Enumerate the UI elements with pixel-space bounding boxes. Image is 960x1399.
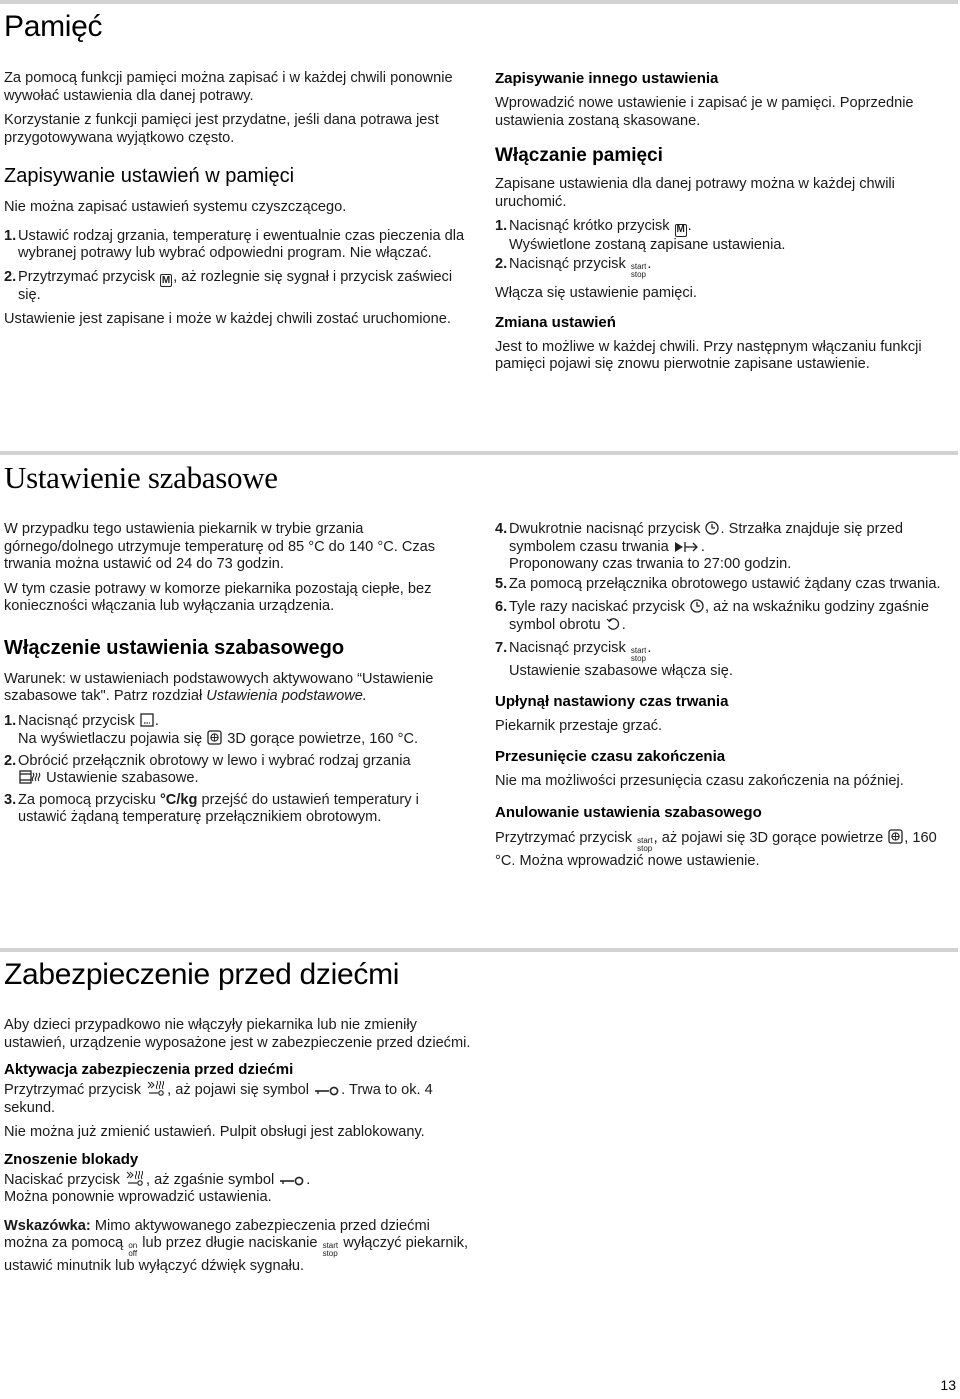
cancel-sabbath-text: Przytrzymać przycisk start stop , aż pojawi się 3D gorące powietrze , 160 °C. Można wprowadzić nowe ustawienie. (495, 829, 937, 869)
heading-remove-lock: Znoszenie blokady (4, 1150, 139, 1168)
heading-cancel-sabbath: Anulowanie ustawienia szabasowego (495, 803, 762, 821)
key-lock-icon (314, 1086, 340, 1096)
section-rule (0, 948, 958, 952)
sabbath-condition: Warunek: w ustawieniach podstawowych aktywowano “Ustawienie szabasowe tak". Patrz rozdział Ustawienia podstawowe. (4, 670, 434, 704)
heading-save-settings: Zapisywanie ustawień w pamięci (4, 165, 295, 187)
child-lock-column (4, 1017, 474, 1283)
memory-intro-1: Za pomocą funkcji pamięci można zapisać i w każdej chwili ponownie wywołać ustawienia dla danej potrawy. (4, 70, 453, 104)
rotation-icon (606, 617, 621, 631)
section-title-memory: Pamięć (4, 10, 103, 43)
enable-memory-text: Zapisane ustawienia dla danej potrawy można w każdej chwili uruchomić. (495, 176, 895, 210)
heading-enable-sabbath: Włączenie ustawienia szabasowego (4, 636, 345, 659)
heading-activate-lock: Aktywacja zabezpieczenia przed dziećmi (4, 1061, 294, 1078)
sabbath-step-2: 2. Obrócić przełącznik obrotowy w lewo i wybrać rodzaj grzania Ustawienie szabasowe. (4, 752, 411, 786)
sabbath-step-4: 4. Dwukrotnie nacisnąć przycisk . Strzałka znajduje się przed symbolem czasu trwania . Proponowany czas trwania to 27:00 godzin. (495, 521, 903, 572)
save-other-text: Wprowadzić nowe ustawienie i zapisać je w pamięci. Poprzednie ustawienia zostaną skasowane. (495, 95, 914, 129)
temp-weight-icon: °C/kg (159, 791, 198, 808)
section-title-child-lock: Zabezpieczenie przed dziećmi (4, 958, 400, 991)
save-step-1: 1. Ustawić rodzaj grzania, temperaturę i ewentualnie czas pieczenia dla wybranej potrawy lub wybrać odpowiedni program. Nie włączać. (4, 227, 465, 261)
start-stop-icon: start stop (322, 1241, 339, 1258)
section-title-sabbath: Ustawienie szabasowe (4, 460, 278, 495)
sabbath-intro-2: W tym czasie potrawy w komorze piekarnika pozostają ciepłe, bez konieczności włączania lub wyłączania urządzenia. (4, 580, 432, 614)
section-rule (0, 451, 958, 455)
section-rule (0, 0, 958, 4)
sabbath-step-3: 3. Za pomocą przycisku °C/kg przejść do ustawień temperatury i ustawić żądaną temperaturę przełącznikiem obrotowym. (4, 791, 419, 825)
enable-step-2: 2. Nacisnąć przycisk start stop . (495, 256, 652, 279)
on-off-icon: on off (128, 1241, 138, 1258)
save-step-2: 2. Przytrzymać przycisk M , aż rozlegnie się sygnał i przycisk zaświeci się. (4, 268, 453, 303)
activate-lock-text: Przytrzymać przycisk , aż pojawi się symbol . Trwa to ok. 4 sekund. (4, 1082, 433, 1116)
child-lock-tip: Wskazówka: Mimo aktywowanego zabezpieczenia przed dziećmi można za pomocą on off lub przez długie naciskanie start stop wyłączyć piekarnik, ustawić minutnik lub wyłączyć dźwięk sygnału. (4, 1217, 469, 1274)
memory-button-icon: M (676, 224, 685, 235)
save-done: Ustawienie jest zapisane i może w każdej chwili zostać uruchomione. (4, 310, 451, 327)
heading-shift-end: Przesunięcie czasu zakończenia (495, 748, 726, 765)
child-lock-button-icon (125, 1170, 145, 1186)
key-lock-icon (279, 1176, 305, 1186)
sabbath-right-column (495, 521, 957, 877)
hot-air-3d-icon (207, 730, 222, 745)
memory-right-column (495, 70, 957, 381)
clock-icon (705, 521, 719, 535)
hot-air-3d-icon (888, 829, 903, 844)
sabbath-step-7: 7. Nacisnąć przycisk start stop . Ustawienie szabasowe włącza się. (495, 640, 733, 679)
sabbath-left-column (4, 521, 466, 833)
heading-duration-elapsed: Upłynął nastawiony czas trwania (495, 692, 729, 710)
sabbath-intro-1: W przypadku tego ustawienia piekarnik w trybie grzania górnego/dolnego utrzymuje temperaturę od 85 °C do 140 °C. Czas trwania można ustawić od 24 do 73 godzin. (4, 521, 436, 572)
duration-elapsed-text: Piekarnik przestaje grzać. (495, 717, 663, 734)
child-lock-button-icon (146, 1080, 166, 1096)
clock-icon (690, 599, 704, 613)
heading-change-settings: Zmiana ustawień (495, 313, 616, 331)
sabbath-heating-icon (19, 770, 41, 784)
save-note: Nie można zapisać ustawień systemu czyszczącego. (4, 199, 347, 215)
heading-enable-memory: Włączanie pamięci (495, 145, 663, 166)
remove-lock-text: Naciskać przycisk , aż zgaśnie symbol . Można ponownie wprowadzić ustawienia. (4, 1171, 311, 1205)
memory-left-column (4, 70, 466, 335)
enable-step-1: 1. Nacisnąć krótko przycisk M . Wyświetlone zostaną zapisane ustawienia. (495, 218, 786, 253)
sabbath-step-6: 6. Tyle razy naciskać przycisk , aż na wskaźniku godziny zgaśnie symbol obrotu . (495, 599, 929, 633)
shift-end-text: Nie ma możliwości przesunięcia czasu zakończenia na później. (495, 773, 904, 789)
start-stop-icon: start stop (637, 835, 653, 853)
start-stop-icon: start stop (630, 646, 647, 663)
change-settings-text: Jest to możliwe w każdej chwili. Przy następnym włączaniu funkcji pamięci pojawi się znowu pierwotnie zapisane ustawienie. (495, 338, 922, 372)
memory-intro-2: Korzystanie z funkcji pamięci jest przydatne, jeśli dana potrawa jest przygotowywana wyjątkowo często. (4, 112, 439, 146)
child-lock-intro: Aby dzieci przypadkowo nie włączyły piekarnika lub nie zmieniły ustawień, urządzenie wyposażone jest w zabezpieczenie przed dziećmi. (4, 1017, 471, 1051)
sabbath-step-1: 1. Nacisnąć przycisk . Na wyświetlaczu pojawia się 3D gorące powietrze, 160 °C. (4, 712, 419, 747)
sabbath-step-5: 5. Za pomocą przełącznika obrotowego ustawić żądany czas trwania. (495, 575, 941, 592)
memory-button-icon: M (161, 274, 171, 286)
locked-text: Nie można już zmienić ustawień. Pulpit obsługi jest zablokowany. (4, 1124, 425, 1140)
oven-menu-icon (140, 713, 154, 727)
start-stop-icon: start stop (630, 262, 647, 279)
enable-result: Włącza się ustawienie pamięci. (495, 285, 697, 301)
heading-save-other: Zapisywanie innego ustawienia (495, 70, 719, 87)
duration-icon (674, 541, 700, 553)
page-number: 13 (940, 1377, 956, 1393)
